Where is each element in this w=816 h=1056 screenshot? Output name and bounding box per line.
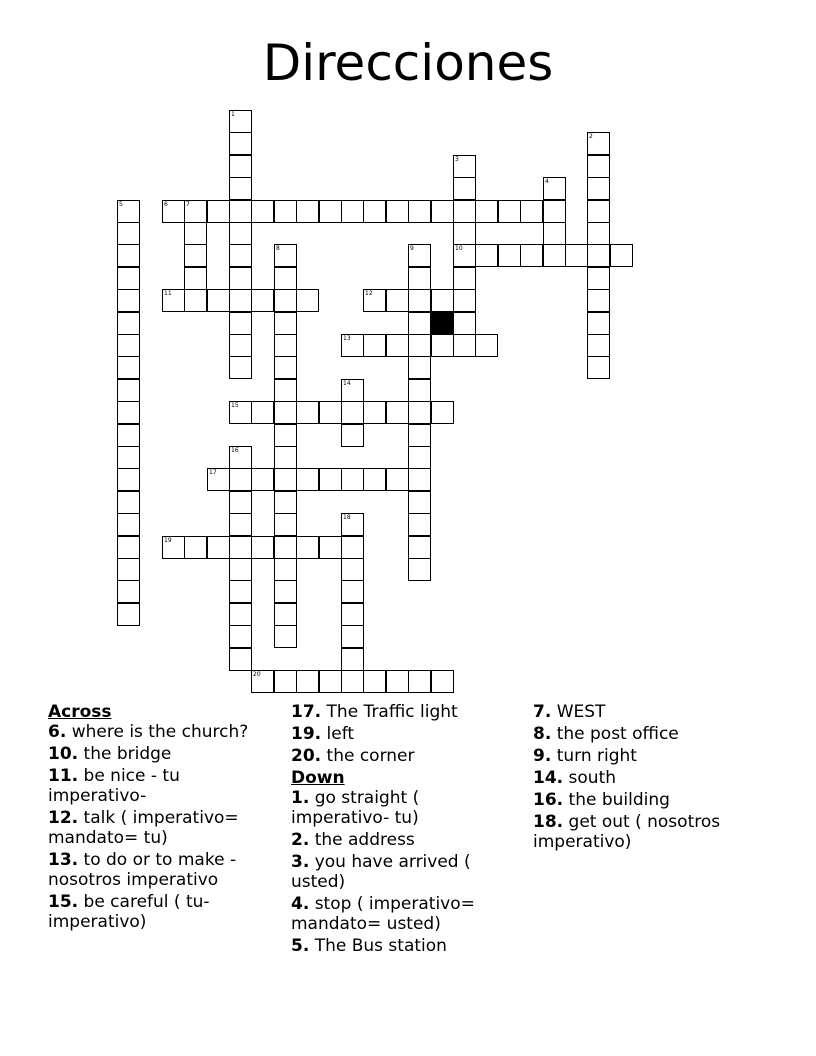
- grid-cell[interactable]: [587, 244, 610, 267]
- grid-cell[interactable]: [274, 200, 297, 223]
- across-clue-10: [48, 744, 270, 764]
- cell-number: 7: [186, 201, 190, 208]
- grid-cell[interactable]: [408, 491, 431, 514]
- grid-cell[interactable]: [274, 603, 297, 626]
- clue-text: you have arrived ( usted): [291, 852, 471, 892]
- grid-cell[interactable]: [274, 513, 297, 536]
- grid-cell[interactable]: [319, 536, 342, 559]
- grid-cell[interactable]: [184, 289, 207, 312]
- grid-cell[interactable]: [229, 312, 252, 335]
- clue-number: 20.: [291, 746, 322, 766]
- down-clue-14: [533, 768, 773, 788]
- grid-cell[interactable]: [117, 222, 140, 245]
- grid-cell[interactable]: [274, 356, 297, 379]
- grid-cell[interactable]: [587, 267, 610, 290]
- grid-cell[interactable]: [229, 468, 252, 491]
- clue-number: 15.: [48, 892, 79, 912]
- grid-cell[interactable]: [117, 580, 140, 603]
- grid-cell[interactable]: [117, 603, 140, 626]
- cell-number: 13: [343, 335, 351, 342]
- cell-number: 1: [231, 111, 235, 118]
- grid-cell[interactable]: [229, 648, 252, 671]
- grid-cell[interactable]: [184, 244, 207, 267]
- grid-cell[interactable]: [587, 334, 610, 357]
- grid-cell[interactable]: [229, 536, 252, 559]
- grid-cell[interactable]: [117, 289, 140, 312]
- clue-number: 14.: [533, 768, 564, 788]
- down-clue-2: [291, 830, 513, 850]
- grid-cell[interactable]: [408, 267, 431, 290]
- grid-cell[interactable]: [207, 289, 230, 312]
- grid-cell[interactable]: [229, 625, 252, 648]
- down-clue-7: [533, 702, 773, 722]
- grid-cell[interactable]: [274, 244, 297, 267]
- cell-number: 4: [545, 178, 549, 185]
- grid-cell[interactable]: [296, 468, 319, 491]
- clue-text: left: [326, 724, 355, 744]
- grid-cell[interactable]: [341, 401, 364, 424]
- grid-cell[interactable]: [587, 356, 610, 379]
- grid-cell[interactable]: [274, 334, 297, 357]
- grid-cell[interactable]: [386, 468, 409, 491]
- grid-cell[interactable]: [610, 244, 633, 267]
- grid-cell[interactable]: [251, 401, 274, 424]
- grid-cell[interactable]: [453, 177, 476, 200]
- grid-cell[interactable]: [386, 334, 409, 357]
- grid-cell[interactable]: [453, 222, 476, 245]
- clue-text: the building: [568, 790, 670, 810]
- clue-text: The Bus station: [314, 936, 447, 956]
- clue-number: 3.: [291, 852, 310, 872]
- grid-cell[interactable]: [408, 446, 431, 469]
- grid-cell[interactable]: [229, 603, 252, 626]
- grid-cell[interactable]: [319, 670, 342, 693]
- across-clue-6: [48, 722, 270, 742]
- grid-cell[interactable]: [319, 401, 342, 424]
- grid-cell[interactable]: [274, 289, 297, 312]
- grid-cell[interactable]: [408, 513, 431, 536]
- cell-number: 19: [164, 537, 172, 544]
- clue-text: WEST: [556, 702, 606, 722]
- grid-cell[interactable]: [341, 424, 364, 447]
- grid-cell[interactable]: [274, 312, 297, 335]
- clue-number: 11.: [48, 766, 79, 786]
- grid-cell[interactable]: [117, 334, 140, 357]
- grid-cell[interactable]: [274, 625, 297, 648]
- clue-text: the corner: [326, 746, 415, 766]
- cell-number: 20: [253, 671, 261, 678]
- grid-cell[interactable]: [498, 200, 521, 223]
- clue-number: 4.: [291, 894, 310, 914]
- clue-number: 1.: [291, 788, 310, 808]
- grid-cell[interactable]: [251, 670, 274, 693]
- grid-cell[interactable]: [162, 289, 185, 312]
- grid-cell[interactable]: [453, 200, 476, 223]
- across-clue-12: [48, 808, 270, 848]
- grid-cell[interactable]: [363, 670, 386, 693]
- grid-cell[interactable]: [229, 580, 252, 603]
- grid-cell[interactable]: [363, 401, 386, 424]
- clue-number: 7.: [533, 702, 552, 722]
- across-clue-20: [291, 746, 513, 766]
- grid-cell[interactable]: [117, 468, 140, 491]
- clue-text: the post office: [556, 724, 679, 744]
- grid-cell[interactable]: [251, 468, 274, 491]
- grid-cell[interactable]: [117, 267, 140, 290]
- cell-number: 15: [231, 402, 239, 409]
- grid-cell[interactable]: [117, 536, 140, 559]
- grid-cell[interactable]: [386, 401, 409, 424]
- grid-cell[interactable]: [408, 536, 431, 559]
- clue-number: 5.: [291, 936, 310, 956]
- grid-cell[interactable]: [341, 580, 364, 603]
- grid-cell[interactable]: [431, 401, 454, 424]
- grid-cell[interactable]: [453, 244, 476, 267]
- grid-cell[interactable]: [341, 334, 364, 357]
- across-clue-19: [291, 724, 513, 744]
- grid-cell[interactable]: [408, 670, 431, 693]
- grid-cell[interactable]: [408, 401, 431, 424]
- clue-number: 2.: [291, 830, 310, 850]
- clue-text: turn right: [556, 746, 637, 766]
- grid-cell[interactable]: [408, 558, 431, 581]
- clue-text: the address: [314, 830, 415, 850]
- clue-text: The Traffic light: [326, 702, 458, 722]
- clue-text: be nice - tu imperativo-: [48, 766, 180, 806]
- grid-cell[interactable]: [274, 446, 297, 469]
- clue-number: 12.: [48, 808, 79, 828]
- grid-cell[interactable]: [587, 312, 610, 335]
- down-clue-5: [291, 936, 513, 956]
- grid-cell[interactable]: [296, 536, 319, 559]
- grid-cell[interactable]: [117, 446, 140, 469]
- grid-cell[interactable]: [296, 670, 319, 693]
- across-clue-11: [48, 766, 270, 806]
- grid-cell[interactable]: [184, 200, 207, 223]
- grid-cell[interactable]: [162, 536, 185, 559]
- grid-cell[interactable]: [453, 267, 476, 290]
- cell-number: 12: [365, 290, 373, 297]
- grid-cell[interactable]: [274, 580, 297, 603]
- clue-number: 6.: [48, 722, 67, 742]
- down-heading: Down: [291, 768, 345, 788]
- grid-cell[interactable]: [520, 200, 543, 223]
- grid-cell[interactable]: [341, 536, 364, 559]
- across-heading: Across: [48, 702, 112, 722]
- grid-cell[interactable]: [296, 289, 319, 312]
- clue-text: to do or to make - nosotros imperativo: [48, 850, 237, 890]
- grid-cell[interactable]: [363, 334, 386, 357]
- grid-cell[interactable]: [229, 513, 252, 536]
- grid-cell[interactable]: [587, 289, 610, 312]
- grid-cell[interactable]: [229, 177, 252, 200]
- down-clue-4: [291, 894, 513, 934]
- grid-cell[interactable]: [408, 424, 431, 447]
- clue-number: 10.: [48, 744, 79, 764]
- cell-number: 6: [164, 201, 168, 208]
- across-clue-15: [48, 892, 270, 932]
- clue-number: 13.: [48, 850, 79, 870]
- grid-cell[interactable]: [274, 267, 297, 290]
- grid-cell[interactable]: [363, 200, 386, 223]
- clue-number: 19.: [291, 724, 322, 744]
- clue-number: 8.: [533, 724, 552, 744]
- cell-number: 3: [455, 156, 459, 163]
- page-title: Direcciones: [262, 34, 554, 92]
- grid-cell[interactable]: [229, 222, 252, 245]
- grid-cell[interactable]: [229, 356, 252, 379]
- grid-cell[interactable]: [341, 670, 364, 693]
- down-clue-3: [291, 852, 513, 892]
- grid-cell[interactable]: [453, 312, 476, 335]
- grid-cell[interactable]: [453, 155, 476, 178]
- grid-cell[interactable]: [117, 558, 140, 581]
- grid-cell[interactable]: [408, 244, 431, 267]
- grid-cell[interactable]: [117, 424, 140, 447]
- down-clue-1: [291, 788, 513, 828]
- grid-cell[interactable]: [117, 356, 140, 379]
- grid-cell[interactable]: [251, 536, 274, 559]
- grid-cell[interactable]: [543, 222, 566, 245]
- grid-cell[interactable]: [319, 468, 342, 491]
- clue-column-2: [291, 702, 513, 958]
- grid-cell[interactable]: [431, 670, 454, 693]
- cell-number: 2: [589, 133, 593, 140]
- cell-number: 17: [209, 469, 217, 476]
- grid-cell[interactable]: [229, 155, 252, 178]
- grid-cell[interactable]: [319, 200, 342, 223]
- grid-cell[interactable]: [543, 244, 566, 267]
- clue-text: the bridge: [83, 744, 172, 764]
- grid-cell[interactable]: [229, 334, 252, 357]
- grid-cell[interactable]: [229, 244, 252, 267]
- down-clue-16: [533, 790, 773, 810]
- grid-cell[interactable]: [408, 334, 431, 357]
- grid-cell[interactable]: [229, 289, 252, 312]
- clue-text: where is the church?: [71, 722, 249, 742]
- grid-cell[interactable]: [520, 244, 543, 267]
- grid-cell[interactable]: [274, 491, 297, 514]
- grid-cell[interactable]: [408, 379, 431, 402]
- grid-cell[interactable]: [363, 468, 386, 491]
- clue-column-1: [48, 702, 270, 934]
- grid-cell[interactable]: [386, 200, 409, 223]
- grid-cell[interactable]: [274, 468, 297, 491]
- black-cell: [431, 312, 454, 335]
- grid-cell[interactable]: [207, 200, 230, 223]
- grid-cell[interactable]: [229, 491, 252, 514]
- grid-cell[interactable]: [431, 200, 454, 223]
- grid-cell[interactable]: [274, 401, 297, 424]
- clue-text: be careful ( tu- imperativo): [48, 892, 210, 932]
- grid-cell[interactable]: [341, 603, 364, 626]
- across-clue-13: [48, 850, 270, 890]
- cell-number: 8: [276, 245, 280, 252]
- grid-cell[interactable]: [274, 558, 297, 581]
- grid-cell[interactable]: [251, 200, 274, 223]
- grid-cell[interactable]: [587, 200, 610, 223]
- grid-cell[interactable]: [184, 267, 207, 290]
- grid-cell[interactable]: [543, 177, 566, 200]
- grid-cell[interactable]: [453, 289, 476, 312]
- grid-cell[interactable]: [274, 379, 297, 402]
- clue-number: 16.: [533, 790, 564, 810]
- grid-cell[interactable]: [117, 401, 140, 424]
- grid-cell[interactable]: [341, 513, 364, 536]
- grid-cell[interactable]: [341, 200, 364, 223]
- grid-cell[interactable]: [229, 446, 252, 469]
- grid-cell[interactable]: [207, 536, 230, 559]
- clue-number: 18.: [533, 812, 564, 832]
- clue-text: get out ( nosotros imperativo): [533, 812, 721, 852]
- grid-cell[interactable]: [587, 222, 610, 245]
- clue-text: talk ( imperativo= mandato= tu): [48, 808, 239, 848]
- grid-cell[interactable]: [341, 648, 364, 671]
- clue-number: 9.: [533, 746, 552, 766]
- grid-cell[interactable]: [207, 468, 230, 491]
- cell-number: 11: [164, 290, 172, 297]
- grid-cell[interactable]: [408, 468, 431, 491]
- grid-cell[interactable]: [408, 356, 431, 379]
- grid-cell[interactable]: [341, 468, 364, 491]
- grid-cell[interactable]: [565, 244, 588, 267]
- grid-cell[interactable]: [386, 289, 409, 312]
- clue-text: stop ( imperativo= mandato= usted): [291, 894, 475, 934]
- grid-cell[interactable]: [341, 625, 364, 648]
- cell-number: 10: [455, 245, 463, 252]
- grid-cell[interactable]: [408, 312, 431, 335]
- grid-cell[interactable]: [229, 110, 252, 133]
- grid-cell[interactable]: [498, 244, 521, 267]
- grid-cell[interactable]: [363, 289, 386, 312]
- grid-cell[interactable]: [296, 200, 319, 223]
- clue-number: 17.: [291, 702, 322, 722]
- grid-cell[interactable]: [341, 379, 364, 402]
- grid-cell[interactable]: [229, 132, 252, 155]
- clue-column-3: [533, 702, 773, 854]
- grid-cell[interactable]: [117, 491, 140, 514]
- down-clue-18: [533, 812, 773, 852]
- grid-cell[interactable]: [229, 558, 252, 581]
- grid-cell[interactable]: [184, 222, 207, 245]
- down-clue-8: [533, 724, 773, 744]
- grid-cell[interactable]: [229, 401, 252, 424]
- grid-cell[interactable]: [162, 200, 185, 223]
- grid-cell[interactable]: [229, 267, 252, 290]
- grid-cell[interactable]: [251, 289, 274, 312]
- grid-cell[interactable]: [117, 200, 140, 223]
- down-clue-9: [533, 746, 773, 766]
- cell-number: 5: [119, 201, 123, 208]
- grid-cell[interactable]: [341, 558, 364, 581]
- grid-cell[interactable]: [587, 155, 610, 178]
- grid-cell[interactable]: [431, 289, 454, 312]
- grid-cell[interactable]: [543, 200, 566, 223]
- clue-text: go straight ( imperativo- tu): [291, 788, 420, 828]
- grid-cell[interactable]: [117, 513, 140, 536]
- grid-cell[interactable]: [475, 334, 498, 357]
- grid-cell[interactable]: [408, 289, 431, 312]
- grid-cell[interactable]: [274, 670, 297, 693]
- grid-cell[interactable]: [274, 536, 297, 559]
- grid-cell[interactable]: [453, 334, 476, 357]
- grid-cell[interactable]: [475, 244, 498, 267]
- grid-cell[interactable]: [408, 200, 431, 223]
- grid-cell[interactable]: [386, 670, 409, 693]
- grid-cell[interactable]: [587, 132, 610, 155]
- grid-cell[interactable]: [229, 200, 252, 223]
- grid-cell[interactable]: [274, 424, 297, 447]
- grid-cell[interactable]: [475, 200, 498, 223]
- cell-number: 9: [410, 245, 414, 252]
- grid-cell[interactable]: [587, 177, 610, 200]
- grid-cell[interactable]: [296, 401, 319, 424]
- grid-cell[interactable]: [117, 379, 140, 402]
- cell-number: 16: [231, 447, 239, 454]
- grid-cell[interactable]: [431, 334, 454, 357]
- across-clue-17: [291, 702, 513, 722]
- cell-number: 18: [343, 514, 351, 521]
- grid-cell[interactable]: [117, 312, 140, 335]
- clue-text: south: [568, 768, 617, 788]
- cell-number: 14: [343, 380, 351, 387]
- grid-cell[interactable]: [184, 536, 207, 559]
- grid-cell[interactable]: [117, 244, 140, 267]
